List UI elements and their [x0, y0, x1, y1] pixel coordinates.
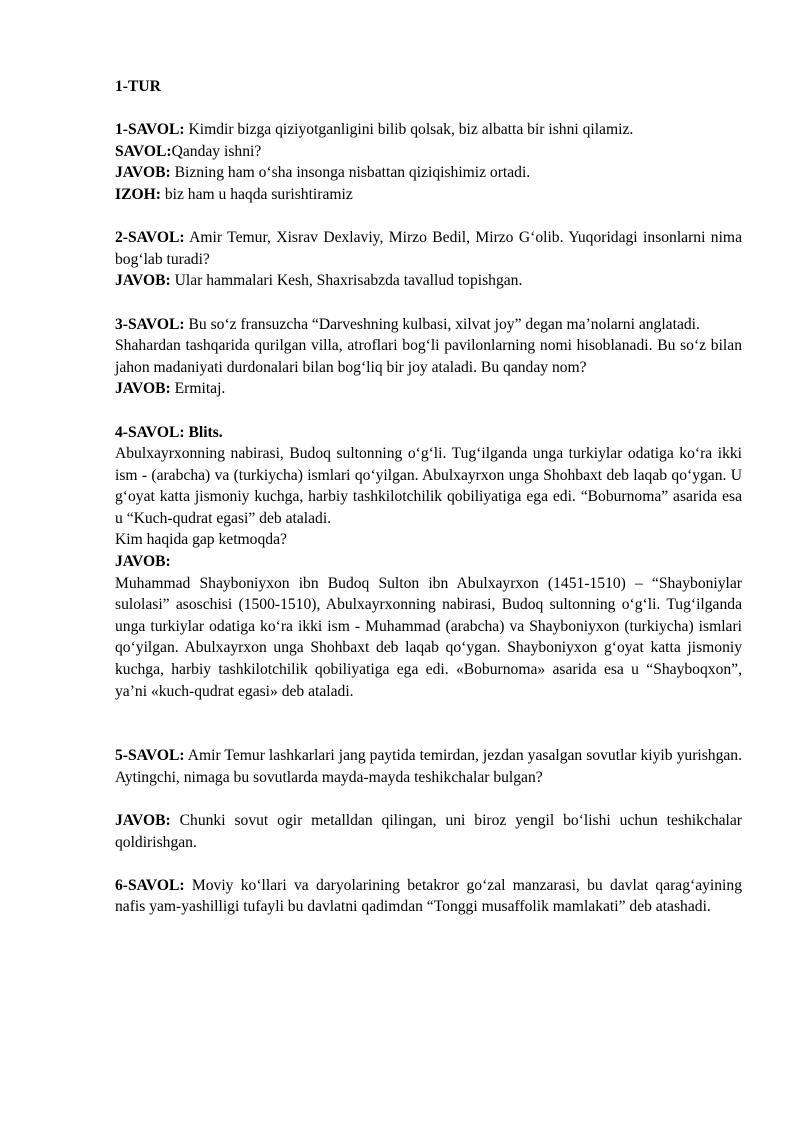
question-5-label: 5-SAVOL:	[115, 747, 185, 765]
question-4-text: Abulxayrxonning nabirasi, Budoq sultonning o‘g‘li. Tug‘ilganda unga turkiylar odatiga ko‘ra ikki ism - (arabcha) va (turkiycha) ismlari qo‘yilgan. Abulxayrxon unga Shohbaxt deb laqab qo‘ygan. U g‘oyat katta jismoniy kuchga, harbiy tashkilotchilik qobiliyatiga ega edi. “Boburnoma” asarida esa u “Kuch-qudrat egasi” deb ataladi.	[115, 445, 742, 527]
question-5-text: 5-SAVOL: Amir Temur lashkarlari jang paytida temirdan, jezdan yasalgan sovutlar kiyib yurishgan. Aytingchi, nimaga bu sovutlarda mayda-mayda teshikchalar bulgan?	[115, 747, 742, 786]
question-5-answer: JAVOB: Chunki sovut ogir metalldan qilingan, uni biroz yengil bo‘lishi uchun teshikchalar qoldirishgan.	[115, 812, 742, 851]
document-page	[115, 76, 742, 918]
question-2-text: 2-SAVOL: Amir Temur, Xisrav Dexlaviy, Mirzo Bedil, Mirzo G‘olib. Yuqoridagi insonlarni nima bog‘lab turadi?	[115, 229, 742, 268]
question-5	[115, 745, 742, 853]
question-2-label: 2-SAVOL:	[115, 229, 185, 247]
question-3-label: 3-SAVOL:	[115, 315, 185, 333]
question-3	[115, 314, 742, 400]
question-6-label: 6-SAVOL:	[115, 876, 185, 894]
question-2	[115, 227, 742, 292]
question-1-answer: JAVOB: Bizning ham o‘sha insonga nisbattan qiziqishimiz ortadi.	[115, 164, 531, 182]
question-1-sub: SAVOL:Qanday ishni?	[115, 142, 262, 160]
question-6	[115, 875, 742, 918]
question-6-text: 6-SAVOL: Moviy ko‘llari va daryolarining betakror go‘zal manzarasi, bu davlat qarag‘ayining nafis yam-yashilligi tufayli bu davlatni qadimdan “Tonggi musaffolik mamlakati” deb atashadi.	[115, 876, 742, 916]
question-4	[115, 422, 742, 703]
round-heading: 1-TUR	[115, 78, 161, 95]
question-4-answer: Muhammad Shayboniyxon ibn Budoq Sulton ibn Abulxayrxon (1451-1510) – “Shayboniylar sulolasi” asoschisi (1500-1510), Abulxayrxonning nabirasi, Budoq sultonning o‘g‘li. Tug‘ilganda unga turkiylar odatiga ko‘ra ikki ism - Muhammad (arabcha) va Shayboniyxon (turkiycha) ismlari qo‘yilgan. Abulxayrxon unga Shohbaxt deb laqab qo‘ygan. Shayboniyxon g‘oyat katta jismoniy kuchga, harbiy tashkilotchilik qobiliyatiga ega edi. «Boburnoma» asarida esa u “Shayboqxon”, ya’ni «kuch-qudrat egasi» deb ataladi.	[115, 574, 742, 700]
question-3-answer: JAVOB: Ermitaj.	[115, 380, 226, 398]
question-4-label: 4-SAVOL: Blits.	[115, 423, 223, 441]
question-4-answer-label: JAVOB:	[115, 553, 171, 571]
question-4-question: Kim haqida gap ketmoqda?	[115, 531, 287, 549]
question-1-note: IZOH: biz ham u haqda surishtiramiz	[115, 185, 353, 203]
question-3-text: 3-SAVOL: Bu so‘z fransuzcha “Darveshning kulbasi, xilvat joy” degan ma’nolarni anglatadi.	[115, 315, 700, 333]
question-1-label: 1-SAVOL:	[115, 121, 185, 139]
question-1	[115, 119, 742, 205]
question-3-text-2: Shahardan tashqarida qurilgan villa, atroflari bog‘li pavilonlarning nomi hisoblanadi. Bu so‘z bilan jahon madaniyati durdonalari bilan bog‘liq bir joy ataladi. Bu qanday nom?	[115, 337, 742, 376]
question-2-answer: JAVOB: Ular hammalari Kesh, Shaxrisabzda tavallud topishgan.	[115, 272, 523, 290]
question-1-text: 1-SAVOL: Kimdir bizga qiziyotganligini bilib qolsak, biz albatta bir ishni qilamiz.	[115, 121, 634, 139]
